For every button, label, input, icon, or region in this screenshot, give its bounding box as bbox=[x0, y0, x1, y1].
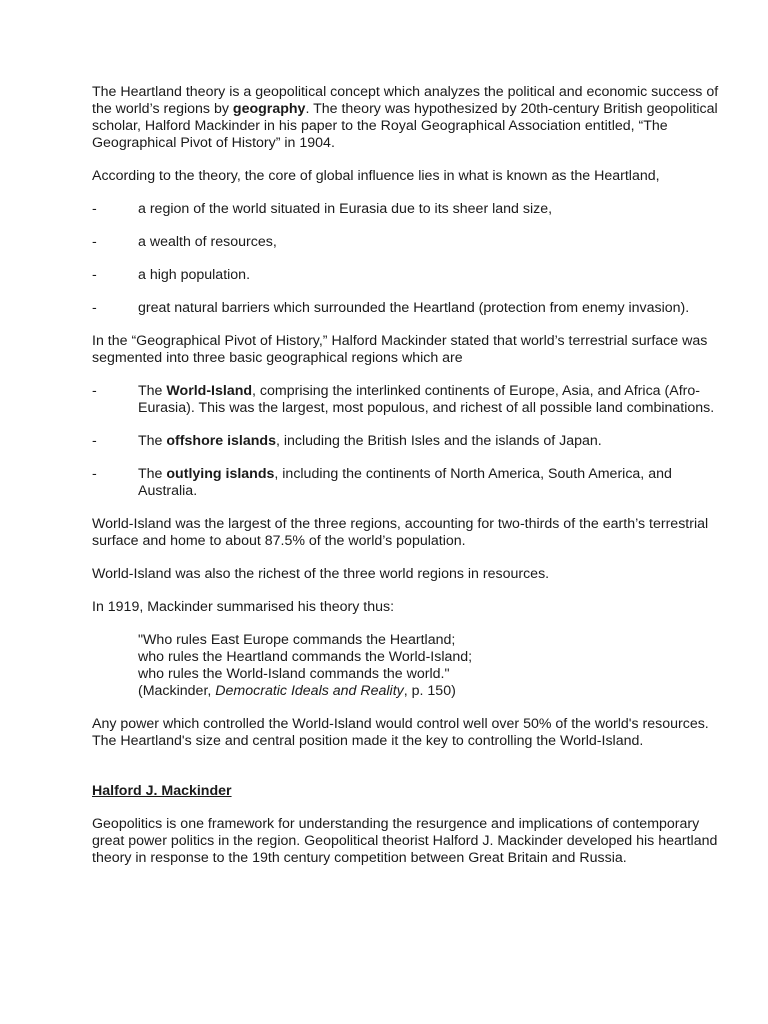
list-item bbox=[92, 466, 722, 500]
world-island-term: World-Island bbox=[166, 383, 253, 399]
summary-intro-paragraph: In 1919, Mackinder summarised his theory thus: bbox=[92, 599, 395, 615]
bullet-dash: - bbox=[92, 267, 97, 283]
offshore-islands-term: offshore islands bbox=[166, 433, 276, 449]
list-item bbox=[92, 433, 722, 450]
list-item bbox=[92, 234, 722, 251]
quote-line: who rules the Heartland commands the World-Island; bbox=[138, 649, 473, 665]
intro-text: The Heartland theory is a geopolitical concept which analyzes the political and economic success of the world’s regions by bbox=[92, 84, 719, 117]
bullet-dash: - bbox=[92, 466, 97, 482]
quote-citation: (Mackinder, Democratic Ideals and Reality, p. 150) bbox=[138, 683, 456, 699]
list-item-text: The outlying islands, including the continents of North America, South America, and Australia. bbox=[138, 466, 672, 499]
bullet-dash: - bbox=[92, 234, 97, 250]
control-paragraph: Any power which controlled the World-Island would control well over 50% of the world's resources. The Heartland's size and central position made it the key to controlling the World-Island. bbox=[92, 716, 709, 749]
outlying-islands-term: outlying islands bbox=[166, 466, 275, 482]
bullet-dash: - bbox=[92, 433, 97, 449]
list-item-text: The offshore islands, including the British Isles and the islands of Japan. bbox=[138, 433, 602, 449]
list-item bbox=[92, 300, 722, 317]
list-item bbox=[92, 201, 722, 218]
list-item bbox=[92, 267, 722, 284]
geopolitics-paragraph: Geopolitics is one framework for understanding the resurgence and implications of contemporary great power politics in the region. Geopolitical theorist Halford J. Mackinder developed his heartland theory in response to the 19th century competition between Great Britain and Russia. bbox=[92, 816, 718, 866]
resources-paragraph: World-Island was also the richest of the three world regions in resources. bbox=[92, 566, 550, 582]
list-item-text: a region of the world situated in Eurasia due to its sheer land size, bbox=[138, 201, 553, 217]
list-item-text: a wealth of resources, bbox=[138, 234, 277, 250]
bullet-dash: - bbox=[92, 383, 97, 399]
bullet-dash: - bbox=[92, 300, 97, 316]
list-item-text: great natural barriers which surrounded the Heartland (protection from enemy invasion). bbox=[138, 300, 690, 316]
mackinder-quote bbox=[92, 632, 722, 700]
theory-paragraph: According to the theory, the core of global influence lies in what is known as the Heartland, bbox=[92, 168, 660, 184]
document-page bbox=[92, 84, 722, 883]
section-heading: Halford J. Mackinder bbox=[92, 783, 232, 799]
geography-term: geography bbox=[232, 101, 306, 117]
bullet-dash: - bbox=[92, 201, 97, 217]
world-island-paragraph: World-Island was the largest of the three regions, accounting for two-thirds of the earth’s terrestrial surface and home to about 87.5% of the world’s population. bbox=[92, 516, 709, 549]
quote-line: who rules the World-Island commands the world." bbox=[138, 666, 450, 682]
list-item-text: a high population. bbox=[138, 267, 251, 283]
regions-paragraph: In the “Geographical Pivot of History,” Halford Mackinder stated that world’s terrestrial surface was segmented into three basic geographical regions which are bbox=[92, 333, 708, 366]
quote-line: "Who rules East Europe commands the Heartland; bbox=[138, 632, 456, 648]
list-item bbox=[92, 383, 722, 417]
intro-paragraph bbox=[92, 84, 722, 152]
list-item-text: The World-Island, comprising the interlinked continents of Europe, Asia, and Africa (Afro-Eurasia). This was the largest, most populous, and richest of all possible land combinations. bbox=[138, 383, 715, 416]
book-title: Democratic Ideals and Reality bbox=[215, 683, 404, 699]
intro-text-continued: . The theory was hypothesized by 20th-century British geopolitical scholar, Halford Mackinder in his paper to the Royal Geographical Association entitled, “The Geographical Pivot of History” in 1904. bbox=[92, 101, 718, 151]
